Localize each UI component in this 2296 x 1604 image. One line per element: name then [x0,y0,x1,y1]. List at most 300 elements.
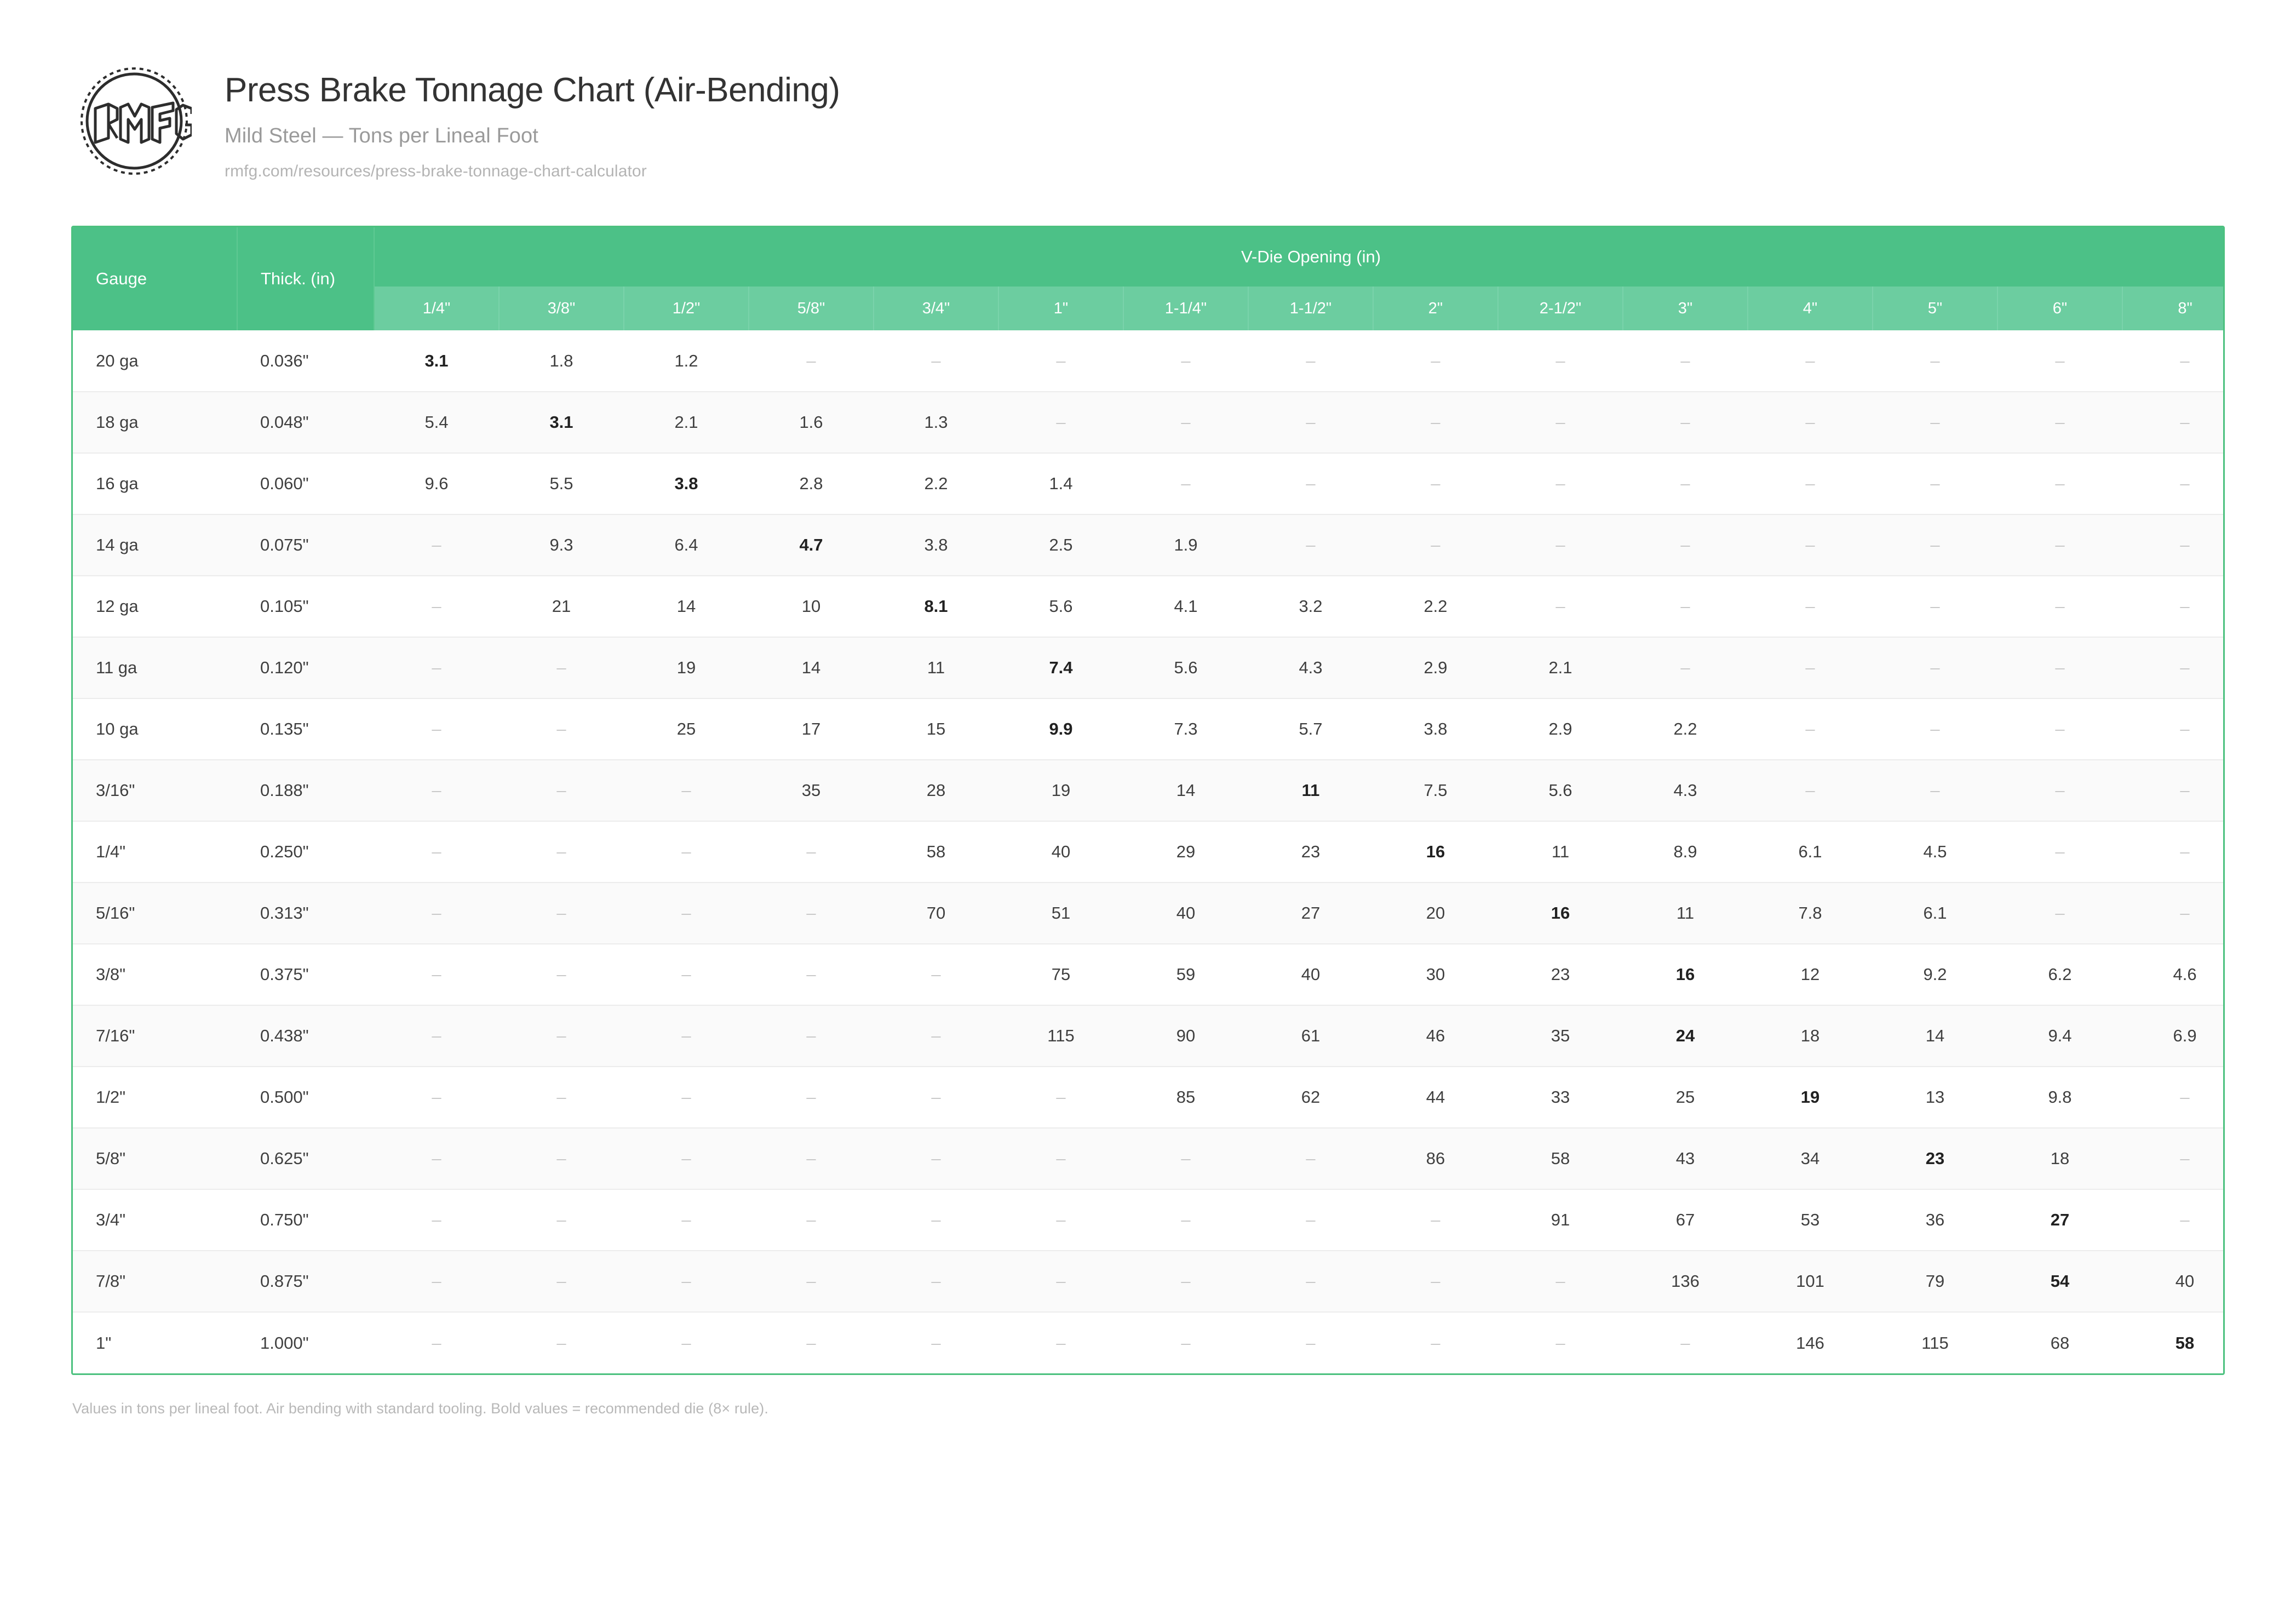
cell-tonnage: – [374,883,499,944]
cell-tonnage: – [374,1312,499,1373]
cell-tonnage: 23 [1873,1128,1997,1189]
cell-tonnage: 2.9 [1373,637,1498,698]
document-header [0,0,2296,181]
cell-thickness: 0.250" [237,821,374,883]
cell-tonnage: – [1997,821,2122,883]
cell-thickness: 0.875" [237,1251,374,1312]
cell-tonnage: – [998,1251,1123,1312]
cell-tonnage: – [1623,392,1748,453]
cell-tonnage: – [624,1005,749,1067]
cell-tonnage: 6.1 [1873,883,1997,944]
cell-tonnage: – [2122,330,2225,392]
cell-tonnage: 23 [1498,944,1623,1005]
cell-tonnage: – [1498,1251,1623,1312]
cell-tonnage: 24 [1623,1005,1748,1067]
cell-tonnage: – [374,576,499,637]
cell-tonnage: 7.8 [1748,883,1873,944]
cell-tonnage: 9.3 [499,514,624,576]
cell-tonnage: 2.1 [1498,637,1623,698]
cell-tonnage: – [1873,330,1997,392]
cell-tonnage: 6.2 [1997,944,2122,1005]
cell-tonnage: 20 [1373,883,1498,944]
cell-tonnage: – [998,1189,1123,1251]
cell-tonnage: – [1498,330,1623,392]
cell-tonnage: 16 [1623,944,1748,1005]
cell-tonnage: – [998,392,1123,453]
cell-thickness: 0.105" [237,576,374,637]
cell-tonnage: 19 [998,760,1123,821]
cell-tonnage: 2.9 [1498,698,1623,760]
cell-tonnage: 67 [1623,1189,1748,1251]
table-row [73,698,2225,760]
column-header-die-2: 3/8" [499,287,624,330]
cell-tonnage: – [374,1067,499,1128]
cell-tonnage: 18 [1997,1128,2122,1189]
cell-tonnage: 17 [749,698,874,760]
cell-tonnage: 53 [1748,1189,1873,1251]
page-subtitle: Mild Steel — Tons per Lineal Foot [225,124,538,148]
cell-tonnage: 40 [1123,883,1248,944]
cell-tonnage: 13 [1873,1067,1997,1128]
cell-tonnage: – [2122,760,2225,821]
cell-tonnage: – [499,1312,624,1373]
table-head [73,227,2225,330]
column-group-header-vdie: V-Die Opening (in) [374,227,2225,287]
cell-gauge: 3/8" [73,944,237,1005]
cell-tonnage: 5.6 [998,576,1123,637]
cell-tonnage: 115 [998,1005,1123,1067]
cell-tonnage: – [374,944,499,1005]
cell-tonnage: – [499,821,624,883]
cell-tonnage: – [1248,1312,1373,1373]
cell-tonnage: 27 [1997,1189,2122,1251]
cell-tonnage: – [499,1189,624,1251]
cell-tonnage: – [749,1189,874,1251]
table-row [73,514,2225,576]
cell-tonnage: 16 [1498,883,1623,944]
column-header-die-1: 1/4" [374,287,499,330]
cell-tonnage: – [998,330,1123,392]
cell-gauge: 3/4" [73,1189,237,1251]
cell-tonnage: 8.9 [1623,821,1748,883]
cell-thickness: 0.188" [237,760,374,821]
cell-tonnage: – [2122,514,2225,576]
source-url: rmfg.com/resources/press-brake-tonnage-chart-calculator [225,162,647,181]
cell-tonnage: 9.2 [1873,944,1997,1005]
cell-tonnage: – [1373,453,1498,514]
cell-tonnage: – [1997,883,2122,944]
cell-tonnage: 2.1 [624,392,749,453]
cell-tonnage: – [1623,576,1748,637]
cell-tonnage: – [749,1067,874,1128]
cell-tonnage: – [749,330,874,392]
cell-tonnage: 58 [874,821,998,883]
rmfg-logo-icon [77,64,192,179]
cell-gauge: 16 ga [73,453,237,514]
cell-tonnage: – [374,514,499,576]
cell-tonnage: – [874,1005,998,1067]
table-body [73,330,2225,1373]
cell-tonnage: – [749,1128,874,1189]
cell-tonnage: 12 [1748,944,1873,1005]
cell-tonnage: – [874,1312,998,1373]
cell-tonnage: 9.6 [374,453,499,514]
cell-tonnage: – [1873,637,1997,698]
cell-tonnage: 35 [749,760,874,821]
cell-thickness: 1.000" [237,1312,374,1373]
cell-tonnage: 4.5 [1873,821,1997,883]
table-row [73,1067,2225,1128]
cell-tonnage: 27 [1248,883,1373,944]
cell-tonnage: 14 [1873,1005,1997,1067]
cell-tonnage: – [2122,883,2225,944]
cell-tonnage: – [1997,514,2122,576]
cell-thickness: 0.048" [237,392,374,453]
column-header-die-11: 3" [1623,287,1748,330]
cell-tonnage: 10 [749,576,874,637]
cell-tonnage: 3.1 [499,392,624,453]
cell-thickness: 0.075" [237,514,374,576]
cell-tonnage: 25 [1623,1067,1748,1128]
cell-tonnage: – [1748,514,1873,576]
cell-tonnage: – [1623,637,1748,698]
cell-tonnage: – [749,1005,874,1067]
column-header-die-7: 1-1/4" [1123,287,1248,330]
cell-tonnage: – [1623,514,1748,576]
cell-tonnage: 4.7 [749,514,874,576]
cell-tonnage: – [1748,392,1873,453]
table-row [73,1312,2225,1373]
table-row [73,453,2225,514]
cell-tonnage: 79 [1873,1251,1997,1312]
cell-tonnage: – [749,1312,874,1373]
cell-gauge: 7/8" [73,1251,237,1312]
cell-tonnage: 6.9 [2122,1005,2225,1067]
cell-tonnage: – [1123,392,1248,453]
cell-gauge: 18 ga [73,392,237,453]
cell-tonnage: 5.6 [1123,637,1248,698]
table-row [73,576,2225,637]
title-block [225,60,840,181]
cell-tonnage: – [874,330,998,392]
cell-tonnage: 59 [1123,944,1248,1005]
cell-tonnage: – [1997,576,2122,637]
cell-tonnage: – [1248,1251,1373,1312]
cell-tonnage: – [2122,821,2225,883]
cell-tonnage: – [2122,453,2225,514]
cell-tonnage: – [1997,698,2122,760]
cell-tonnage: – [624,1128,749,1189]
cell-thickness: 0.120" [237,637,374,698]
cell-tonnage: 40 [998,821,1123,883]
cell-gauge: 3/16" [73,760,237,821]
cell-tonnage: 34 [1748,1128,1873,1189]
cell-tonnage: – [1498,576,1623,637]
page-title: Press Brake Tonnage Chart (Air-Bending) [225,71,840,109]
table-row [73,1189,2225,1251]
cell-tonnage: – [624,1067,749,1128]
cell-tonnage: – [1248,392,1373,453]
cell-tonnage: – [1997,392,2122,453]
cell-tonnage: – [374,1128,499,1189]
cell-thickness: 0.750" [237,1189,374,1251]
cell-tonnage: 2.2 [1373,576,1498,637]
cell-tonnage: 4.6 [2122,944,2225,1005]
cell-tonnage: – [874,944,998,1005]
cell-tonnage: – [499,637,624,698]
cell-tonnage: 40 [1248,944,1373,1005]
cell-tonnage: – [624,1251,749,1312]
cell-thickness: 0.375" [237,944,374,1005]
cell-tonnage: 5.5 [499,453,624,514]
cell-tonnage: – [1873,576,1997,637]
cell-tonnage: – [1997,637,2122,698]
cell-tonnage: 136 [1623,1251,1748,1312]
cell-tonnage: – [1248,453,1373,514]
cell-tonnage: 101 [1748,1251,1873,1312]
cell-tonnage: – [749,944,874,1005]
cell-tonnage: – [1748,637,1873,698]
table-row [73,637,2225,698]
cell-tonnage: 2.2 [874,453,998,514]
cell-tonnage: 146 [1748,1312,1873,1373]
cell-tonnage: 86 [1373,1128,1498,1189]
cell-tonnage: – [1997,453,2122,514]
cell-tonnage: – [874,1128,998,1189]
cell-tonnage: 1.6 [749,392,874,453]
cell-tonnage: 23 [1248,821,1373,883]
cell-gauge: 1" [73,1312,237,1373]
table-header-row-group [73,227,2225,287]
cell-tonnage: 11 [1623,883,1748,944]
column-header-die-8: 1-1/2" [1248,287,1373,330]
cell-tonnage: – [374,1189,499,1251]
cell-tonnage: 40 [2122,1251,2225,1312]
cell-tonnage: – [499,883,624,944]
cell-tonnage: – [1997,760,2122,821]
column-header-die-13: 5" [1873,287,1997,330]
cell-thickness: 0.438" [237,1005,374,1067]
cell-tonnage: 4.1 [1123,576,1248,637]
cell-tonnage: – [1873,698,1997,760]
cell-tonnage: 7.3 [1123,698,1248,760]
cell-tonnage: – [1123,1189,1248,1251]
cell-tonnage: – [1373,1251,1498,1312]
cell-tonnage: 3.8 [624,453,749,514]
column-header-die-6: 1" [998,287,1123,330]
cell-tonnage: – [1997,330,2122,392]
column-header-die-5: 3/4" [874,287,998,330]
cell-tonnage: 19 [624,637,749,698]
cell-tonnage: – [1873,514,1997,576]
cell-tonnage: – [1748,576,1873,637]
cell-tonnage: – [624,760,749,821]
cell-tonnage: 75 [998,944,1123,1005]
cell-tonnage: – [1123,330,1248,392]
table-row [73,392,2225,453]
cell-tonnage: 36 [1873,1189,1997,1251]
cell-gauge: 20 ga [73,330,237,392]
cell-tonnage: – [1373,514,1498,576]
cell-tonnage: 5.6 [1498,760,1623,821]
cell-gauge: 11 ga [73,637,237,698]
cell-gauge: 1/4" [73,821,237,883]
cell-tonnage: 70 [874,883,998,944]
cell-tonnage: 46 [1373,1005,1498,1067]
cell-tonnage: 62 [1248,1067,1373,1128]
cell-tonnage: – [749,883,874,944]
cell-tonnage: – [374,1005,499,1067]
cell-gauge: 12 ga [73,576,237,637]
cell-tonnage: – [374,760,499,821]
cell-tonnage: 1.8 [499,330,624,392]
cell-tonnage: – [1623,330,1748,392]
cell-tonnage: – [1623,1312,1748,1373]
cell-gauge: 7/16" [73,1005,237,1067]
cell-tonnage: 1.2 [624,330,749,392]
cell-tonnage: 7.5 [1373,760,1498,821]
cell-thickness: 0.500" [237,1067,374,1128]
cell-tonnage: – [749,821,874,883]
cell-tonnage: 61 [1248,1005,1373,1067]
table-row [73,1128,2225,1189]
cell-tonnage: 16 [1373,821,1498,883]
cell-tonnage: 1.4 [998,453,1123,514]
cell-tonnage: 1.9 [1123,514,1248,576]
cell-gauge: 14 ga [73,514,237,576]
tonnage-table-container [71,226,2225,1375]
cell-tonnage: – [1248,330,1373,392]
cell-tonnage: – [2122,392,2225,453]
cell-tonnage: 29 [1123,821,1248,883]
cell-tonnage: 28 [874,760,998,821]
cell-tonnage: 7.4 [998,637,1123,698]
column-header-die-12: 4" [1748,287,1873,330]
cell-gauge: 5/8" [73,1128,237,1189]
cell-tonnage: 35 [1498,1005,1623,1067]
cell-tonnage: 44 [1373,1067,1498,1128]
cell-tonnage: – [1873,760,1997,821]
cell-tonnage: – [1248,514,1373,576]
cell-tonnage: 25 [624,698,749,760]
cell-tonnage: 58 [2122,1312,2225,1373]
tonnage-table [73,227,2225,1373]
cell-tonnage: – [1873,453,1997,514]
cell-tonnage: 51 [998,883,1123,944]
cell-tonnage: 9.4 [1997,1005,2122,1067]
cell-tonnage: – [1498,392,1623,453]
cell-tonnage: – [749,1251,874,1312]
cell-tonnage: – [374,821,499,883]
cell-tonnage: – [499,1067,624,1128]
cell-tonnage: 2.2 [1623,698,1748,760]
table-footnote: Values in tons per lineal foot. Air bending with standard tooling. Bold values = recommended die (8× rule). [72,1400,768,1417]
cell-tonnage: 4.3 [1248,637,1373,698]
cell-tonnage: 3.1 [374,330,499,392]
table-row [73,883,2225,944]
cell-tonnage: – [998,1312,1123,1373]
cell-tonnage: – [499,1128,624,1189]
cell-tonnage: 3.8 [874,514,998,576]
cell-tonnage: – [1123,1312,1248,1373]
cell-tonnage: – [1123,453,1248,514]
table-row [73,330,2225,392]
cell-tonnage: 6.4 [624,514,749,576]
cell-tonnage: 2.5 [998,514,1123,576]
cell-tonnage: – [2122,576,2225,637]
column-header-die-15: 8" [2122,287,2225,330]
column-header-thickness: Thick. (in) [237,227,374,330]
cell-tonnage: – [374,698,499,760]
cell-tonnage: – [499,760,624,821]
cell-tonnage: – [624,1312,749,1373]
cell-tonnage: 5.7 [1248,698,1373,760]
cell-tonnage: 11 [1248,760,1373,821]
table-row [73,821,2225,883]
cell-tonnage: – [2122,637,2225,698]
cell-tonnage: 11 [874,637,998,698]
cell-tonnage: – [499,1005,624,1067]
cell-tonnage: – [2122,1189,2225,1251]
cell-tonnage: 14 [1123,760,1248,821]
cell-tonnage: 2.8 [749,453,874,514]
cell-tonnage: – [1373,1312,1498,1373]
column-header-die-14: 6" [1997,287,2122,330]
cell-thickness: 0.625" [237,1128,374,1189]
table-row [73,944,2225,1005]
cell-tonnage: – [624,1189,749,1251]
cell-tonnage: – [998,1128,1123,1189]
cell-tonnage: – [2122,1128,2225,1189]
column-header-die-9: 2" [1373,287,1498,330]
cell-tonnage: – [624,944,749,1005]
column-header-die-3: 1/2" [624,287,749,330]
cell-thickness: 0.060" [237,453,374,514]
table-row [73,1251,2225,1312]
cell-thickness: 0.313" [237,883,374,944]
cell-tonnage: 33 [1498,1067,1623,1128]
cell-tonnage: – [624,821,749,883]
cell-tonnage: 9.9 [998,698,1123,760]
cell-tonnage: – [1373,330,1498,392]
cell-tonnage: – [499,1251,624,1312]
table-row [73,1005,2225,1067]
cell-tonnage: – [499,698,624,760]
cell-tonnage: 21 [499,576,624,637]
cell-tonnage: 19 [1748,1067,1873,1128]
cell-tonnage: – [874,1189,998,1251]
cell-tonnage: – [874,1067,998,1128]
cell-tonnage: 85 [1123,1067,1248,1128]
cell-tonnage: 6.1 [1748,821,1873,883]
cell-tonnage: – [874,1251,998,1312]
cell-tonnage: 3.2 [1248,576,1373,637]
cell-tonnage: 5.4 [374,392,499,453]
cell-tonnage: – [1498,453,1623,514]
cell-tonnage: 9.8 [1997,1067,2122,1128]
table-subheader-row [73,287,2225,330]
cell-tonnage: – [1248,1128,1373,1189]
cell-tonnage: – [1373,1189,1498,1251]
cell-tonnage: 43 [1623,1128,1748,1189]
cell-tonnage: 4.3 [1623,760,1748,821]
cell-tonnage: 58 [1498,1128,1623,1189]
cell-tonnage: – [1498,1312,1623,1373]
cell-thickness: 0.135" [237,698,374,760]
cell-tonnage: 90 [1123,1005,1248,1067]
cell-tonnage: 14 [749,637,874,698]
cell-tonnage: 91 [1498,1189,1623,1251]
